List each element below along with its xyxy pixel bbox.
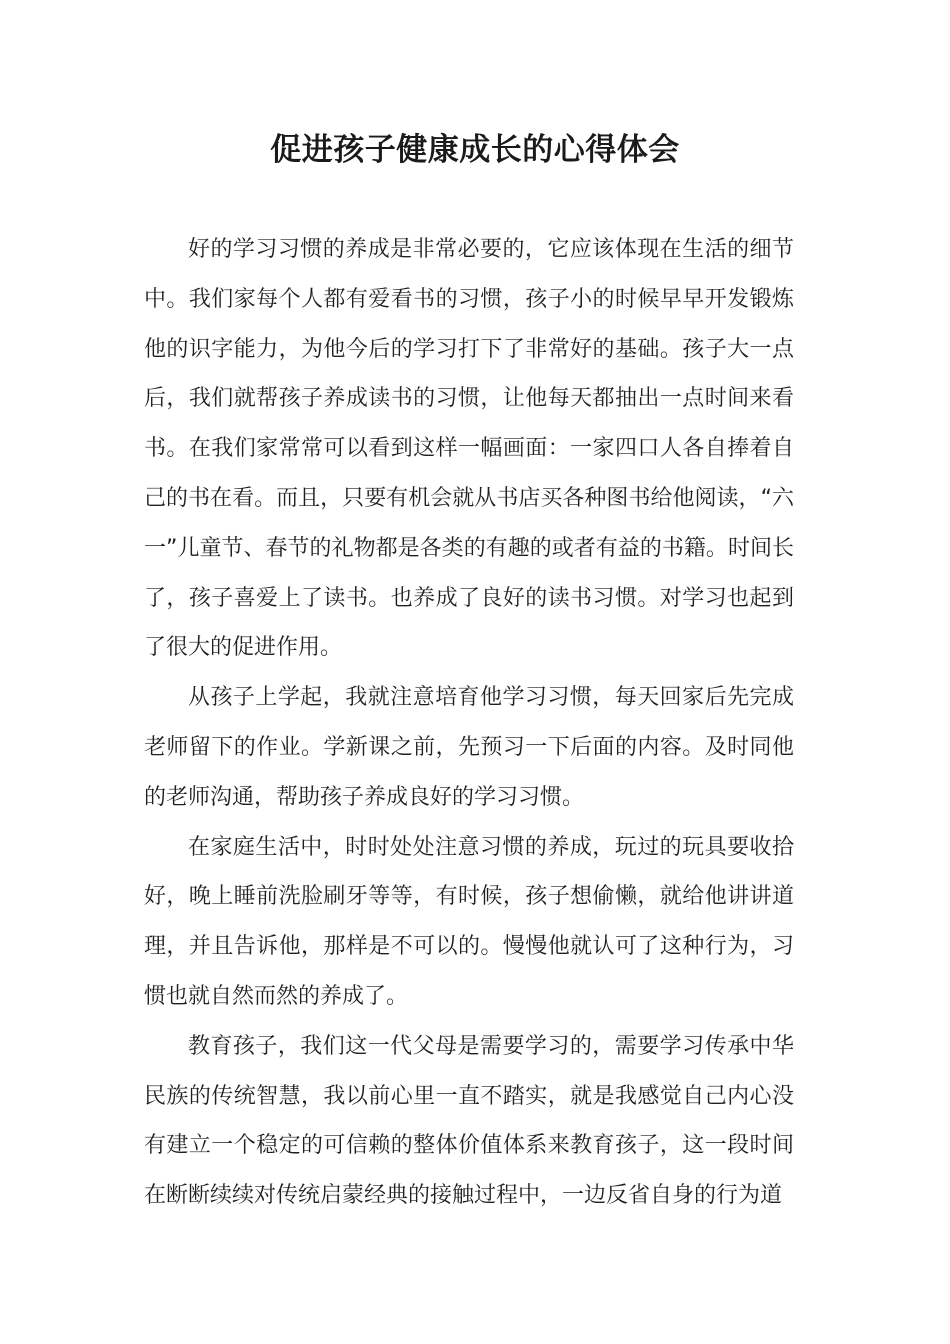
- paragraph-study-habits: 从孩子上学起，我就注意培育他学习习惯，每天回家后先完成老师留下的作业。学新课之前，先预习一下后面的内容。及时同他的老师沟通，帮助孩子养成良好的学习习惯。: [144, 685, 794, 810]
- paragraph-reading-habits: 好的学习习惯的养成是非常必要的，它应该体现在生活的细节中。我们家每个人都有爱看书的习惯，孩子小的时候早早开发锻炼他的识字能力，为他今后的学习打下了非常好的基础。孩子大一点后，我们就帮孩子养成读书的习惯，让他每天都抽出一点时间来看书。在我们家常常可以看到这样一幅画面：一家四口人各自捧着自己的书在看。而且，只要有机会就从书店买各种图书给他阅读，“六一”儿童节、春节的礼物都是各类的有趣的或者有益的书籍。时间长了，孩子喜爱上了读书。也养成了良好的读书习惯。对学习也起到了很大的促进作用。: [144, 237, 794, 661]
- paragraph-daily-habits: 在家庭生活中，时时处处注意习惯的养成，玩过的玩具要收拾好，晚上睡前洗脸刷牙等等，有时候，孩子想偷懒，就给他讲讲道理，并且告诉他，那样是不可以的。慢慢他就认可了这种行为，习惯也就自然而然的养成了。: [144, 834, 794, 1009]
- document-body: [144, 225, 794, 1221]
- paragraph-traditional-education: 教育孩子，我们这一代父母是需要学习的，需要学习传承中华民族的传统智慧，我以前心里一直不踏实，就是我感觉自己内心没有建立一个稳定的可信赖的整体价值体系来教育孩子，这一段时间在断断续续对传统启蒙经典的接触过程中，一边反省自身的行为道: [144, 1033, 794, 1209]
- document-title: 促进孩子健康成长的心得体会: [270, 132, 680, 168]
